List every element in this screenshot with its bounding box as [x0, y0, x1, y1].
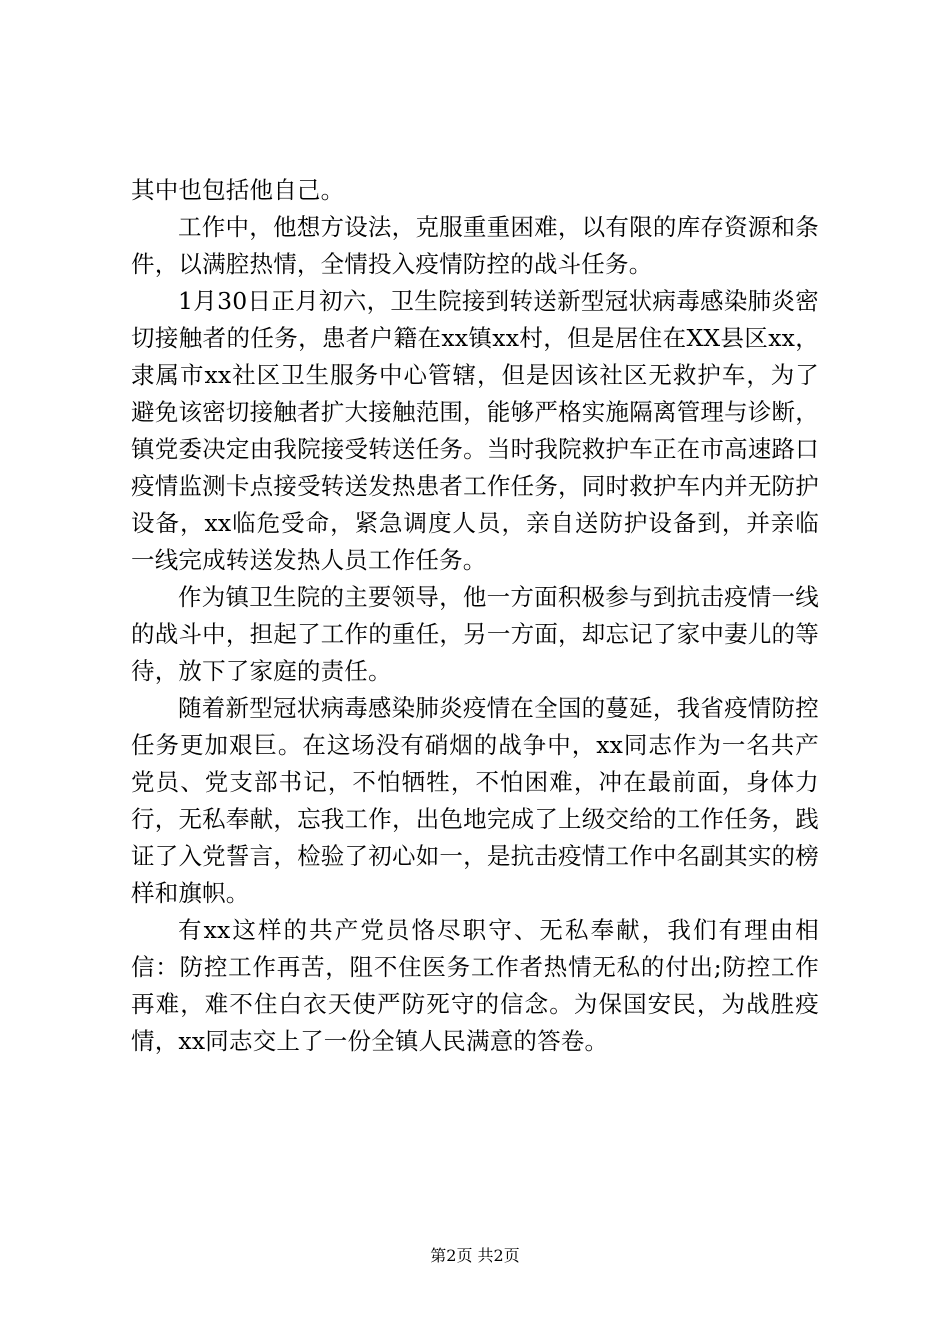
paragraph-3: 1月30日正月初六，卫生院接到转送新型冠状病毒感染肺炎密切接触者的任务，患者户籍在xx镇xx村，但是居住在XX县区xx，隶属市xx社区卫生服务中心管辖，但是因该社区无救护车，为了避免该密切接触者扩大接触范围，能够严格实施隔离管理与诊断，镇党委决定由我院接受转送任务。当时我院救护车正在市高速路口疫情监测卡点接受转送发热患者工作任务，同时救护车内并无防护设备，xx临危受命，紧急调度人员，亲自送防护设备到，并亲临一线完成转送发热人员工作任务。: [131, 287, 819, 574]
paragraph-1: 其中也包括他自己。: [131, 176, 345, 204]
paragraph-4: 作为镇卫生院的主要领导，他一方面积极参与到抗击疫情一线的战斗中，担起了工作的重任，另一方面，却忘记了家中妻儿的等待，放下了家庭的责任。: [131, 583, 819, 685]
paragraph-5: 随着新型冠状病毒感染肺炎疫情在全国的蔓延，我省疫情防控任务更加艰巨。在这场没有硝烟的战争中，xx同志作为一名共产党员、党支部书记，不怕牺牲，不怕困难，冲在最前面，身体力行，无私奉献，忘我工作，出色地完成了上级交给的工作任务，践证了入党誓言，检验了初心如一，是抗击疫情工作中名副其实的榜样和旗帜。: [131, 694, 819, 907]
paragraph-6: 有xx这样的共产党员恪尽职守、无私奉献，我们有理由相信：防控工作再苦，阻不住医务工作者热情无私的付出;防控工作再难，难不住白衣天使严防死守的信念。为保国安民，为战胜疫情，xx同志交上了一份全镇人民满意的答卷。: [131, 916, 819, 1055]
paragraph-2: 工作中，他想方设法，克服重重困难，以有限的库存资源和条件，以满腔热情，全情投入疫情防控的战斗任务。: [131, 213, 819, 278]
document-body: [131, 172, 819, 1060]
page-footer: 第2页 共2页: [430, 1246, 520, 1265]
